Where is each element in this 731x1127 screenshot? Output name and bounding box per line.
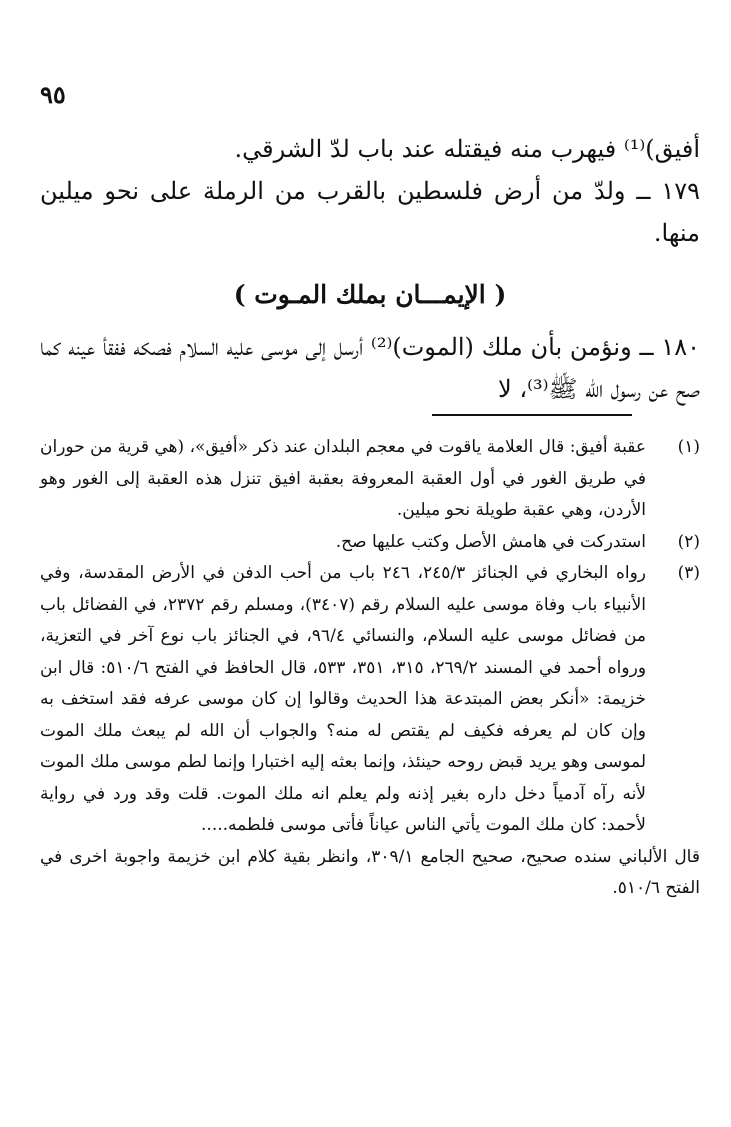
footnote-number: (٢) bbox=[677, 531, 700, 552]
footnote-number: (١) bbox=[677, 437, 700, 457]
main-text bbox=[40, 128, 700, 410]
page-number: ٩٥ bbox=[40, 80, 66, 109]
footnotes bbox=[40, 432, 700, 905]
footnote-text: عقبة أفيق: قال العلامة ياقوت في معجم البلدان عند ذكر «أفيق»، (هي قرية من حوران في طريق الغور في أول العقبة المعروفة بعقبة افيق تنزل هذه العقبة إلى الغور وهو الأردن، وهي عقبة طويلة نحو ميلين. bbox=[40, 437, 646, 520]
footnote-divider bbox=[432, 414, 632, 416]
footnote-1 bbox=[40, 432, 700, 527]
opening-line: أفيق)⁽¹⁾ فيهرب منه فيقتله عند باب لدّ الشرقي. bbox=[234, 135, 700, 163]
paragraph-180: ١٨٠ ــ ونؤمن بأن ملك (الموت)⁽²⁾ أرسل إلى موسى عليه السلام فصكه ففقأ عينه كما صح عن رسول الله ﷺ⁽³⁾، لا bbox=[40, 333, 700, 403]
footnote-text: رواه البخاري في الجنائز ٢٤٥/٣، ٢٤٦ باب من أحب الدفن في الأرض المقدسة، وفي الأنبياء باب وفاة موسى عليه السلام رقم (٣٤٠٧)، ومسلم رقم ٢٣٧٢، في الفضائل باب من فضائل موسى عليه السلام، والنسائي ٩٦/٤، في الجنائز باب نوع آخر في التعزية، ورواه أحمد في المسند ٢٦٩/٢، ٣١٥، ٣٥١، ٥٣٣، قال الحافظ في الفتح ٥١٠/٦: قال ابن خزيمة: «أنكر بعض المبتدعة هذا الحديث وقالوا إن كان موسى عرفه فقد استخف به وإن كان لم يعرفه فكيف لم يقتص له منه؟ والجواب أن الله لم يبعث ملك الموت لموسى وهو يريد قبض روحه حينئذ، وإنما بعثه إليه اختبارا وإنما لطم موسى ملك الموت لأنه رآه آدمياً دخل داره بغير إذنه ولم يعلم انه ملك الموت. قلت وقد ورد في رواية لأحمد: كان ملك الموت يأتي الناس عياناً فأتى موسى فلطمه..... bbox=[40, 563, 647, 835]
footnote-2 bbox=[40, 527, 700, 559]
footnote-3 bbox=[40, 558, 700, 842]
paragraph-179: ١٧٩ ــ ولدّ من أرض فلسطين بالقرب من الرملة على نحو ميلين منها. bbox=[40, 177, 700, 247]
footnote-number: (٣) bbox=[677, 563, 700, 583]
section-heading: ( الإيمـــان بملك المـوت ) bbox=[233, 280, 507, 309]
footnote-continuation: قال الألباني سنده صحيح، صحيح الجامع ٣٠٩/١، وانظر بقية كلام ابن خزيمة واجوبة اخرى في الفتح ٥١٠/٦. bbox=[40, 846, 700, 898]
footnote-text: استدركت في هامش الأصل وكتب عليها صح. bbox=[335, 531, 646, 552]
